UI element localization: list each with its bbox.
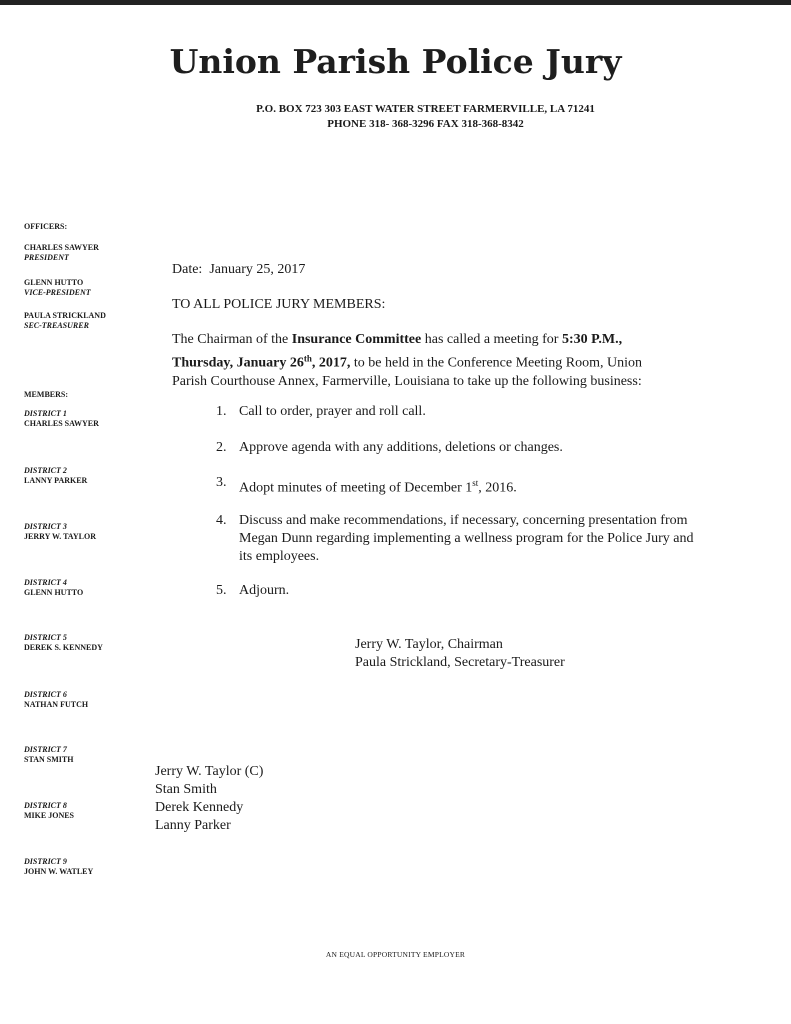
letterhead-address: P.O. BOX 723 303 EAST WATER STREET FARMERVILLE, LA 71241 [256, 103, 595, 115]
salutation: TO ALL POLICE JURY MEMBERS: [172, 297, 386, 312]
officer-title: VICE-PRESIDENT [24, 288, 91, 297]
member-name: CHARLES SAWYER [24, 419, 99, 428]
member-entry [24, 857, 93, 877]
member-name: STAN SMITH [24, 755, 74, 764]
date-value: January 25, 2017 [209, 262, 306, 277]
officer-name: CHARLES SAWYER [24, 243, 99, 252]
footer-equal-opportunity: AN EQUAL OPPORTUNITY EMPLOYER [325, 950, 466, 959]
committee-member: Stan Smith [155, 782, 217, 797]
member-entry [24, 466, 87, 486]
committee-members-list [155, 763, 263, 835]
member-entry [24, 578, 83, 598]
member-district: DISTRICT 8 [24, 801, 67, 810]
member-entry [24, 633, 103, 653]
committee-name: Insurance Committee [291, 332, 422, 347]
signature-block [355, 636, 565, 672]
officer-name: GLENN HUTTO [24, 278, 84, 287]
letter-date [172, 261, 305, 279]
intro-line-2: Thursday, January 26th, 2017, to be held in the Conference Meeting Room, Union [172, 353, 642, 371]
officer-entry [24, 278, 91, 298]
letterhead-title: Union Parish Police Jury [169, 42, 622, 81]
intro-line-1: The Chairman of the Insurance Committee has called a meeting for 5:30 P.M., [172, 332, 623, 347]
member-district: DISTRICT 2 [24, 466, 67, 475]
committee-member: Jerry W. Taylor (C) [155, 764, 264, 779]
member-entry [24, 522, 96, 542]
member-name: LANNY PARKER [24, 476, 88, 485]
member-entry [24, 801, 74, 821]
member-district: DISTRICT 4 [24, 578, 67, 587]
intro-line-3: Parish Courthouse Annex, Farmerville, Louisiana to take up the following business: [172, 373, 642, 389]
member-district: DISTRICT 7 [24, 745, 67, 754]
top-border [0, 0, 791, 5]
intro-paragraph [172, 331, 732, 391]
member-entry [24, 409, 99, 429]
officer-entry [24, 311, 106, 331]
date-label: Date: [172, 262, 203, 277]
officer-name: PAULA STRICKLAND [24, 311, 106, 320]
signature-chairman: Jerry W. Taylor, Chairman [355, 637, 503, 652]
officers-heading: OFFICERS: [24, 222, 68, 231]
member-district: DISTRICT 6 [24, 690, 67, 699]
member-name: NATHAN FUTCH [24, 700, 89, 709]
meeting-day: Thursday, January 26 [172, 355, 304, 371]
member-district: DISTRICT 5 [24, 633, 67, 642]
letterhead-phone: PHONE 318- 368-3296 FAX 318-368-8342 [327, 118, 524, 130]
members-heading: MEMBERS: [24, 390, 68, 399]
committee-member: Derek Kennedy [155, 800, 244, 815]
member-district: DISTRICT 3 [24, 522, 67, 531]
officer-entry [24, 243, 99, 263]
member-name: JERRY W. TAYLOR [24, 532, 96, 541]
member-entry [24, 745, 73, 765]
member-name: DEREK S. KENNEDY [24, 643, 103, 652]
member-district: DISTRICT 1 [24, 409, 67, 418]
signature-secretary: Paula Strickland, Secretary-Treasurer [355, 655, 565, 670]
officer-title: SEC-TREASURER [24, 321, 89, 330]
member-name: JOHN W. WATLEY [24, 867, 94, 876]
member-district: DISTRICT 9 [24, 857, 67, 866]
meeting-time: 5:30 P.M., [561, 332, 623, 347]
member-name: MIKE JONES [24, 811, 75, 820]
officer-title: PRESIDENT [24, 253, 69, 262]
member-entry [24, 690, 88, 710]
member-name: GLENN HUTTO [24, 588, 84, 597]
committee-member: Lanny Parker [155, 818, 231, 833]
